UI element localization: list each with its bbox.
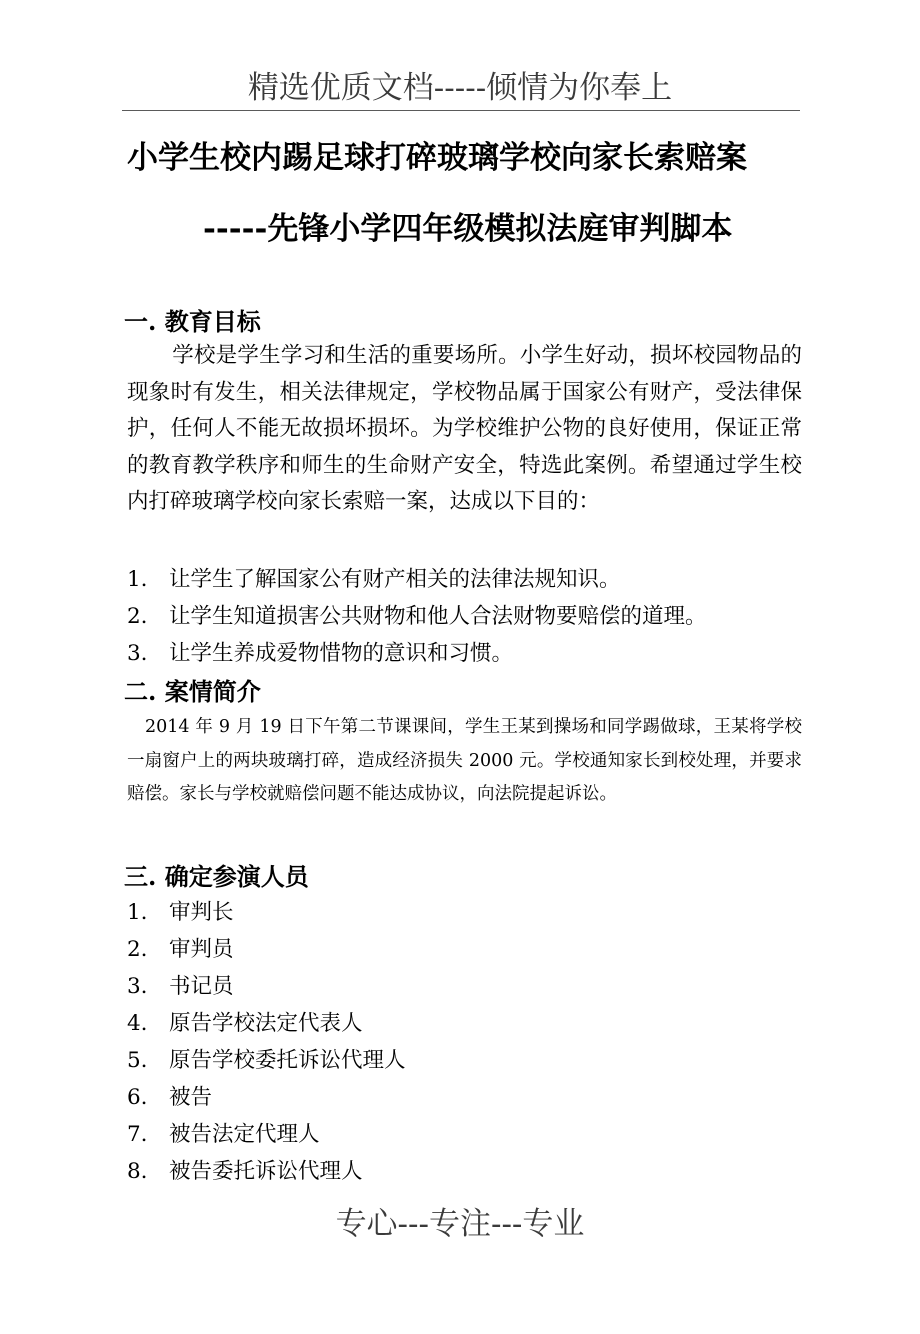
- list-item-text: 被告: [169, 1085, 213, 1110]
- list-item-text: 书记员: [169, 974, 234, 999]
- list-item-number: 4.: [127, 1011, 148, 1036]
- list-item: [127, 1116, 406, 1153]
- list-item-text: 原告学校委托诉讼代理人: [169, 1048, 406, 1073]
- list-item-number: 6.: [127, 1085, 148, 1110]
- section-heading-goals: 一. 教育目标: [124, 307, 261, 336]
- list-item-text: 审判长: [169, 900, 234, 925]
- list-item: [127, 561, 707, 598]
- list-item-number: 1.: [127, 900, 148, 925]
- page-footer: 专心---专注---专业: [335, 1206, 585, 1242]
- list-item-text: 被告委托诉讼代理人: [169, 1159, 363, 1184]
- case-paragraph-text: 2014 年 9 月 19 日下午第二节课课间，学生王某到操场和同学踢做球，王某将学校一扇窗户上的两块玻璃打碎，造成经济损失 2000 元。学校通知家长到校处理，并要求赔偿。家长与学校就赔偿问题不能达成协议，向法院提起诉讼。: [127, 717, 802, 805]
- goals-paragraph-text: 学校是学生学习和生活的重要场所。小学生好动，损坏校园物品的现象时有发生，相关法律规定，学校物品属于国家公有财产，受法律保护，任何人不能无故损坏损坏。为学校维护公物的良好使用，保证正常的教育教学秩序和师生的生命财产安全，特选此案例。希望通过学生校内打碎玻璃学校向家长索赔一案，达成以下目的：: [127, 343, 802, 515]
- list-item-text: 让学生知道损害公共财物和他人合法财物要赔偿的道理。: [169, 604, 707, 629]
- list-item: [127, 1005, 406, 1042]
- list-item: [127, 1079, 406, 1116]
- list-item: [127, 1153, 406, 1190]
- list-item-number: 1.: [127, 567, 148, 592]
- list-item-text: 被告法定代理人: [169, 1122, 320, 1147]
- list-item-text: 审判员: [169, 937, 234, 962]
- list-item-number: 8.: [127, 1159, 148, 1184]
- list-item: [127, 635, 707, 672]
- page-header: 精选优质文档-----倾情为你奉上: [247, 70, 673, 106]
- section-heading-cast: 三. 确定参演人员: [124, 862, 309, 891]
- list-item: [127, 894, 406, 931]
- list-item-text: 原告学校法定代表人: [169, 1011, 363, 1036]
- list-item-number: 3.: [127, 974, 148, 999]
- cast-list: [127, 894, 406, 1190]
- list-item: [127, 1042, 406, 1079]
- list-item-number: 2.: [127, 937, 148, 962]
- document-subtitle: -----先锋小学四年级模拟法庭审判脚本: [203, 211, 733, 247]
- list-item-text: 让学生养成爱物惜物的意识和习惯。: [169, 641, 514, 666]
- list-item-number: 7.: [127, 1122, 148, 1147]
- list-item: [127, 598, 707, 635]
- list-item-number: 3.: [127, 641, 148, 666]
- list-item-number: 5.: [127, 1048, 148, 1073]
- case-paragraph: [127, 711, 802, 812]
- list-item: [127, 931, 406, 968]
- list-item-number: 2.: [127, 604, 148, 629]
- document-title: 小学生校内踢足球打碎玻璃学校向家长索赔案: [127, 140, 747, 176]
- goals-paragraph: [127, 338, 802, 521]
- section-heading-case: 二. 案情简介: [124, 677, 261, 706]
- list-item-text: 让学生了解国家公有财产相关的法律法规知识。: [169, 567, 621, 592]
- header-divider: [122, 110, 800, 111]
- goals-list: [127, 561, 707, 672]
- list-item: [127, 968, 406, 1005]
